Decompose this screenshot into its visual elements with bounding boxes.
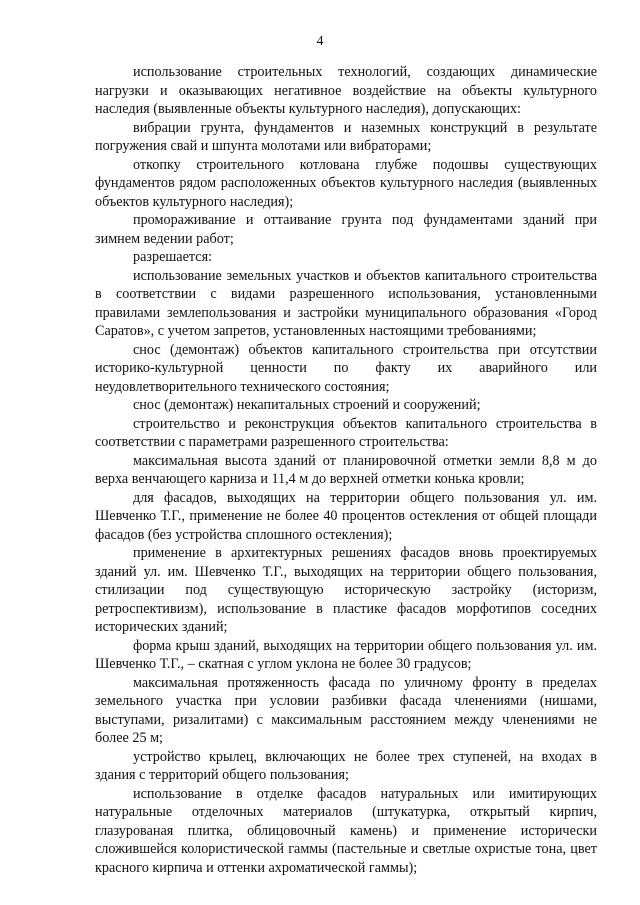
paragraph: использование в отделке фасадов натуральных или имитирующих натуральные отделочных материалов (штукатурка, открытый кирпич, глазурованая плитка, облицовочный камень) и применение исторически сложившейся колористической гаммы (пастельные и светлые охристые тона, цвет красного кирпича и оттенки ахроматической гаммы); (95, 785, 597, 876)
paragraph: снос (демонтаж) некапитальных строений и сооружений; (133, 397, 481, 413)
paragraph: использование строительных технологий, создающих динамические нагрузки и оказывающих негативное воздействие на объекты культурного наследия (выявленные объекты культурного наследия), допускающих: (95, 64, 597, 117)
paragraph: вибрации грунта, фундаментов и наземных конструкций в результате погружения свай и шпунта молотами или вибраторами; (95, 119, 597, 154)
paragraph: использование земельных участков и объектов капитального строительства в соответствии с видами разрешенного использования, установленными правилами землепользования и застройки муниципального образования «Город Саратов», с учетом запретов, установленных настоящими требованиями; (95, 267, 597, 339)
paragraph: форма крыш зданий, выходящих на территории общего пользования ул. им. Шевченко Т.Г., – скатная с углом уклона не более 30 градусов; (95, 637, 597, 672)
paragraph: откопку строительного котлована глубже подошвы существующих фундаментов рядом расположенных объектов культурного наследия (выявленных объектов культурного наследия); (95, 156, 597, 210)
paragraph: применение в архитектурных решениях фасадов вновь проектируемых зданий ул. им. Шевченко Т.Г., выходящих на территории общего пользования, стилизации под существующую историческую застройку (историзм, ретроспективизм), использование в пластике фасадов морфотипов соседних исторических зданий; (95, 545, 597, 635)
paragraph: снос (демонтаж) объектов капитального строительства при отсутствии историко-культурной ценности по факту их аварийного или неудовлетворительного технического состояния; (95, 341, 597, 395)
document-body (95, 63, 597, 877)
paragraph: максимальная высота зданий от планировочной отметки земли 8,8 м до верха венчающего карниза и 11,4 м до верхней отметки конька кровли; (95, 452, 597, 487)
paragraph: строительство и реконструкция объектов капитального строительства в соответствии с параметрами разрешенного строительства: (95, 415, 597, 450)
paragraph: устройство крылец, включающих не более трех ступеней, на входах в здания с территорий общего пользования; (95, 748, 597, 783)
paragraph: максимальная протяженность фасада по уличному фронту в пределах земельного участка при условии разбивки фасада членениями (нишами, выступами, ризалитами) с максимальным расстоянием между членениями не более 25 м; (95, 674, 597, 746)
paragraph: разрешается: (133, 249, 213, 265)
paragraph: для фасадов, выходящих на территории общего пользования ул. им. Шевченко Т.Г., применение не более 40 процентов остекления от общей площади фасадов (без устройства сплошного остекления); (95, 489, 597, 543)
paragraph: промораживание и оттаивание грунта под фундаментами зданий при зимнем ведении работ; (95, 212, 597, 247)
page-number: 4 (316, 34, 324, 49)
